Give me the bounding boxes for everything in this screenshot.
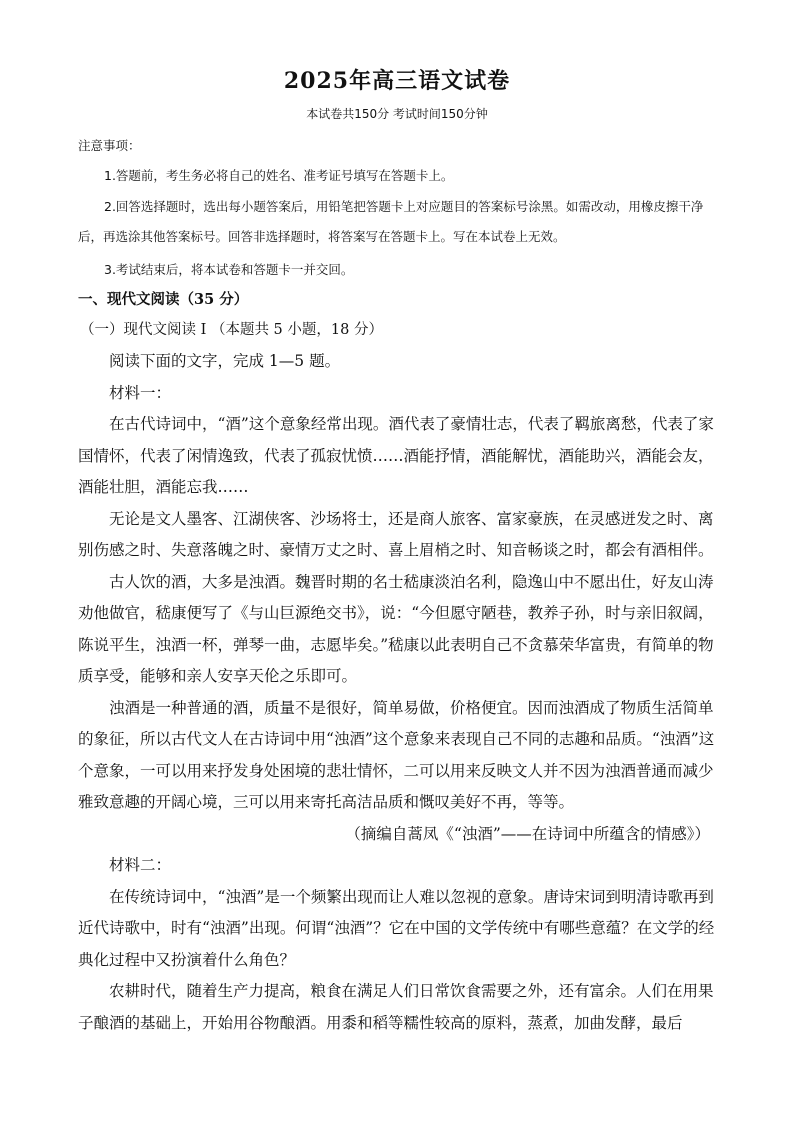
body-paragraph: 古人饮的酒，大多是浊酒。魏晋时期的名士嵇康淡泊名利，隐逸山中不愿出仕，好友山涛劝他做官，嵇康便写了《与山巨源绝交书》，说：“今但愿守陋巷，教养子孙，时与亲旧叙阔，陈说平生，浊酒一杯，弹琴一曲，志愿毕矣。”嵇康以此表明自己不贪慕荣华富贵，有简单的物质享受，能够和亲人安享天伦之乐即可。	[78, 572, 714, 685]
reading-passage	[78, 346, 716, 1039]
subsection-heading: （一）现代文阅读 I （本题共 5 小题，18 分）	[80, 322, 383, 338]
notice-item-2: 2.回答选择题时，选出每小题答案后，用铅笔把答题卡上对应题目的答案标号涂黑。如需改动，用橡皮擦干净后，再选涂其他答案标号。回答非选择题时，将答案写在答题卡上。写在本试卷上无效。	[78, 199, 704, 244]
exam-title: 2025年高三语文试卷	[283, 68, 511, 94]
body-paragraph: 浊酒是一种普通的酒，质量不是很好，简单易做，价格便宜。因而浊酒成了物质生活简单的象征，所以古代文人在古诗词中用“浊酒”这个意象来表现自己不同的志趣和品质。“浊酒”这个意象，一可以用来抒发身处困境的悲壮情怀，二可以用来反映文人并不因为浊酒普通而减少雅致意趣的开阔心境，三可以用来寄托高洁品质和慨叹美好不再，等等。	[78, 698, 715, 811]
notice-item-3: 3.考试结束后，将本试卷和答题卡一并交回。	[104, 262, 354, 277]
body-paragraph: 在传统诗词中，“浊酒”是一个频繁出现而让人难以忽视的意象。唐诗宋词到明清诗歌再到近代诗歌中，时有“浊酒”出现。何谓“浊酒”？它在中国的文学传统中有哪些意蕴？在文学的经典化过程中又扮演着什么角色？	[78, 887, 715, 969]
source-citation: （摘编自蒿凤《“浊酒”——在诗词中所蕴含的情感》）	[345, 824, 710, 843]
material-label: 材料二：	[109, 856, 172, 874]
section-heading: 一、现代文阅读（35 分）	[78, 291, 249, 308]
instruction-paragraph: 阅读下面的文字，完成 1—5 题。	[109, 352, 341, 370]
body-paragraph: 无论是文人墨客、江湖侠客、沙场将士，还是商人旅客、富家豪族，在灵感迸发之时、离别伤感之时、失意落魄之时、豪情万丈之时、喜上眉梢之时、知音畅谈之时，都会有酒相伴。	[78, 509, 714, 559]
notice-item-1: 1.答题前，考生务必将自己的姓名、准考证号填写在答题卡上。	[104, 168, 454, 183]
body-paragraph: 在古代诗词中，“酒”这个意象经常出现。酒代表了豪情壮志，代表了羁旅离愁，代表了家国情怀，代表了闲情逸致，代表了孤寂忧愤……酒能抒情，酒能解忧，酒能助兴，酒能会友，酒能壮胆，酒能忘我……	[78, 415, 714, 496]
exam-subtitle: 本试卷共150分 考试时间150分钟	[306, 107, 488, 121]
material-label: 材料一：	[109, 383, 172, 402]
notice-heading: 注意事项：	[78, 138, 141, 153]
body-paragraph: 农耕时代，随着生产力提高，粮食在满足人们日常饮食需要之外，还有富余。人们在用果子酿酒的基础上，开始用谷物酿酒。用黍和稻等糯性较高的原料，蒸煮，加曲发酵，最后	[78, 982, 714, 1032]
